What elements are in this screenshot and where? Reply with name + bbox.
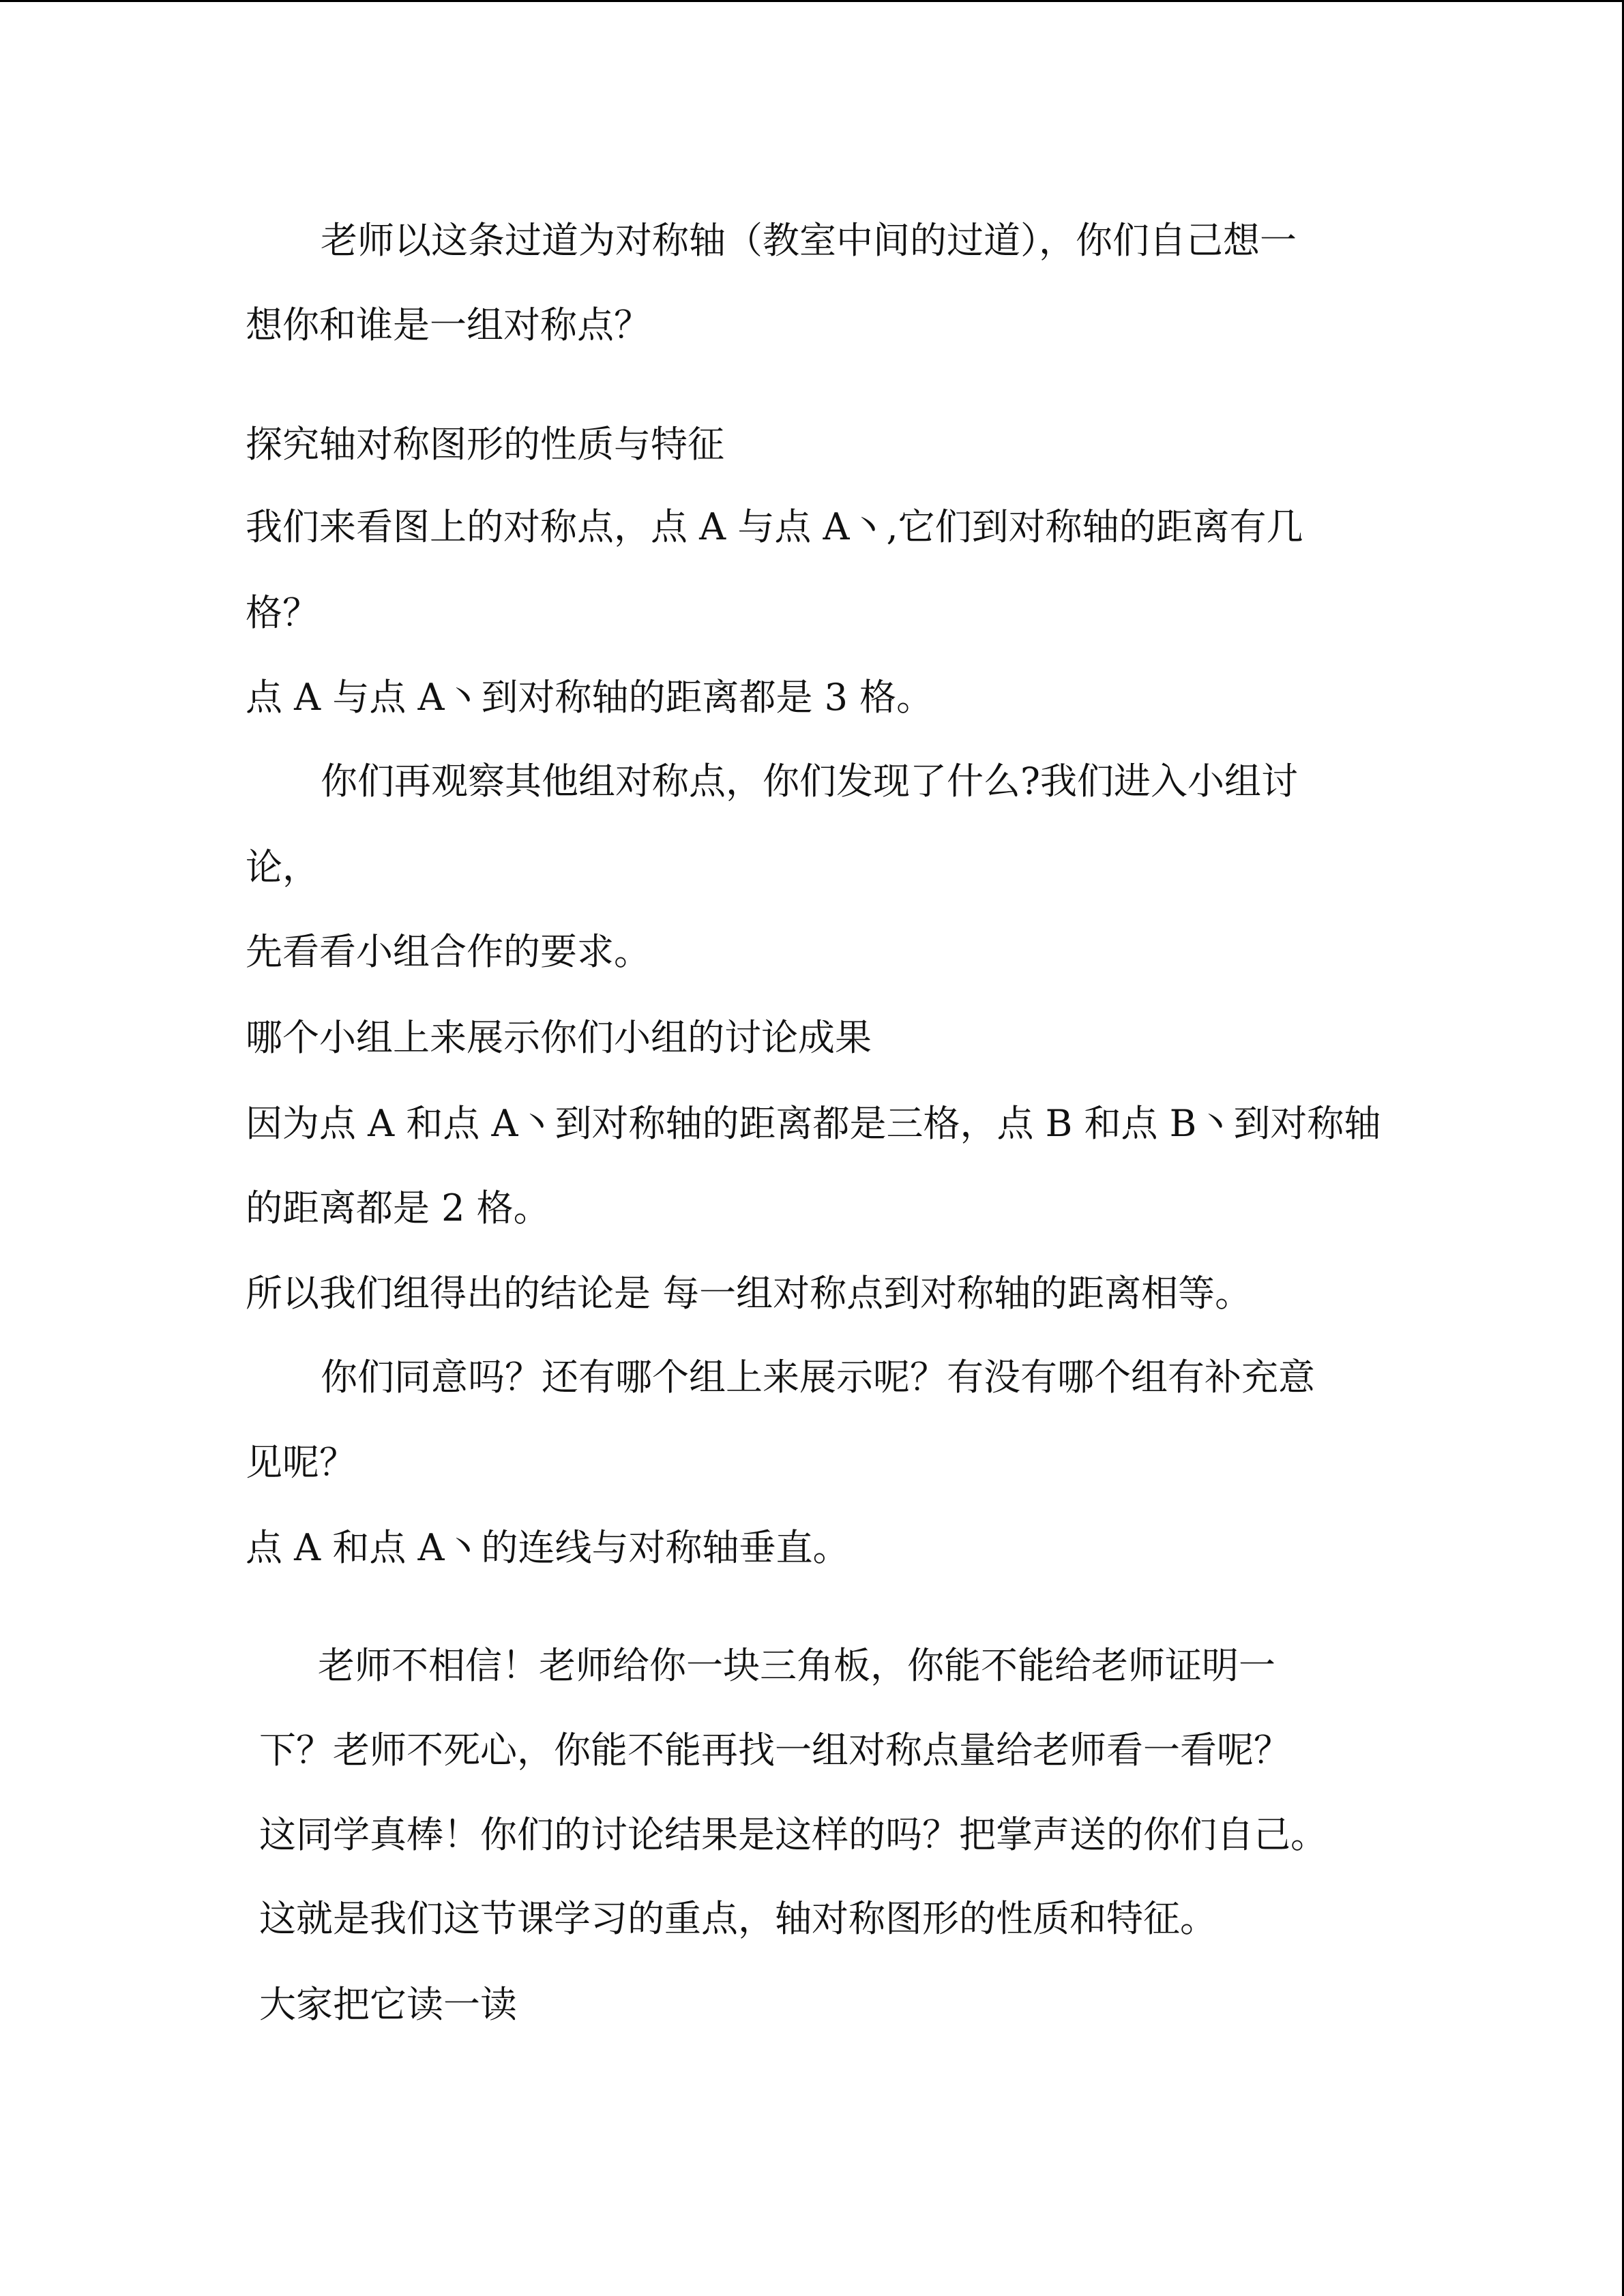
paragraph-line: 的距离都是 2 格。 (246, 1187, 550, 1229)
paragraph-line: 你们同意吗？还有哪个组上来展示呢？有没有哪个组有补充意 (321, 1356, 1315, 1399)
paragraph-line: 我们来看图上的对称点，点 A 与点 A丶,它们到对称轴的距离有几 (246, 505, 1303, 548)
paragraph-line: 老师以这条过道为对称轴（教室中间的过道），你们自己想一 (321, 219, 1297, 262)
paragraph-line: 哪个小组上来展示你们小组的讨论成果 (246, 1016, 872, 1059)
paragraph-line: 点 A 和点 A丶的连线与对称轴垂直。 (246, 1526, 850, 1569)
paragraph-line: 论， (246, 846, 319, 889)
paragraph-line: 见呢？ (246, 1441, 356, 1484)
paragraph-line: 点 A 与点 A丶到对称轴的距离都是 3 格。 (246, 676, 934, 719)
paragraph-line: 大家把它读一读 (259, 1983, 517, 2026)
section-heading: 探究轴对称图形的性质与特征 (246, 423, 724, 466)
paragraph-line: 你们再观察其他组对称点，你们发现了什么?我们进入小组讨 (321, 760, 1298, 803)
paragraph-line: 所以我们组得出的结论是 每一组对称点到对称轴的距离相等。 (246, 1272, 1252, 1315)
paragraph-line: 想你和谁是一组对称点？ (246, 303, 651, 346)
paragraph-line: 这同学真棒！你们的讨论结果是这样的吗？把掌声送的你们自己。 (259, 1813, 1327, 1856)
paragraph-line: 下？老师不死心，你能不能再找一组对称点量给老师看一看呢？ (259, 1729, 1290, 1772)
paragraph-line: 因为点 A 和点 A丶到对称轴的距离都是三格，点 B 和点 B丶到对称轴 (246, 1102, 1381, 1145)
paragraph-line: 格？ (246, 591, 319, 634)
paragraph-line: 这就是我们这节课学习的重点，轴对称图形的性质和特征。 (259, 1897, 1217, 1940)
paragraph-line: 老师不相信！老师给你一块三角板，你能不能给老师证明一 (318, 1644, 1275, 1687)
paragraph-line: 先看看小组合作的要求。 (246, 930, 651, 973)
